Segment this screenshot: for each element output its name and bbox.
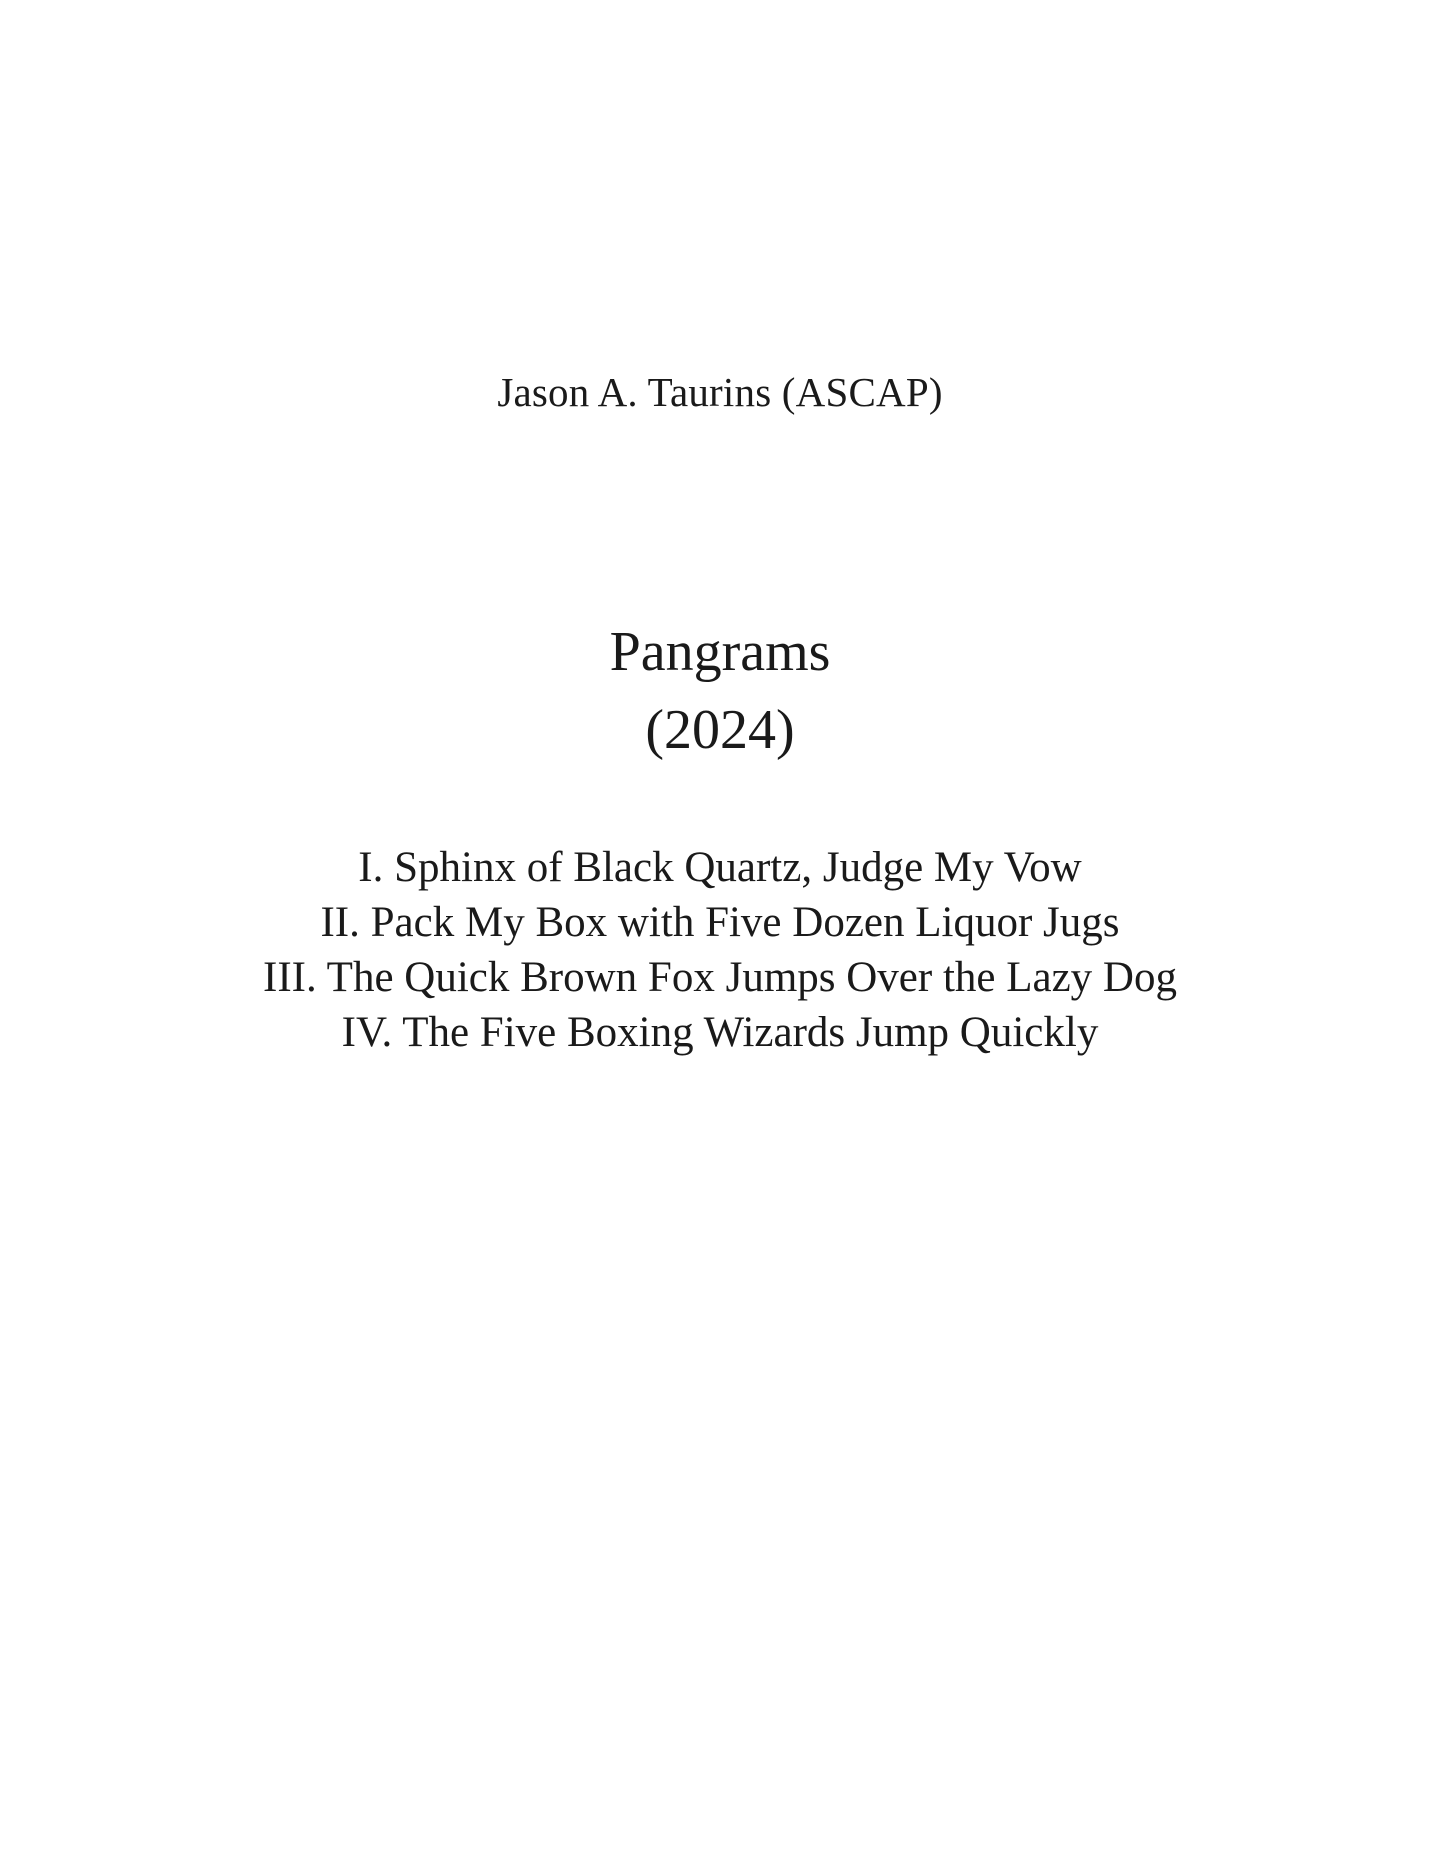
- movement-item: II. Pack My Box with Five Dozen Liquor Jugs: [320, 899, 1120, 946]
- movement-item: III. The Quick Brown Fox Jumps Over the Lazy Dog: [263, 954, 1177, 1001]
- title-block: [0, 616, 1440, 766]
- movement-item: I. Sphinx of Black Quartz, Judge My Vow: [358, 844, 1082, 891]
- composer-credit: Jason A. Taurins (ASCAP): [497, 369, 943, 415]
- movement-list: [0, 840, 1440, 1060]
- work-year: (2024): [645, 699, 795, 761]
- movement-item: IV. The Five Boxing Wizards Jump Quickly: [341, 1009, 1099, 1056]
- work-title: Pangrams: [609, 621, 831, 683]
